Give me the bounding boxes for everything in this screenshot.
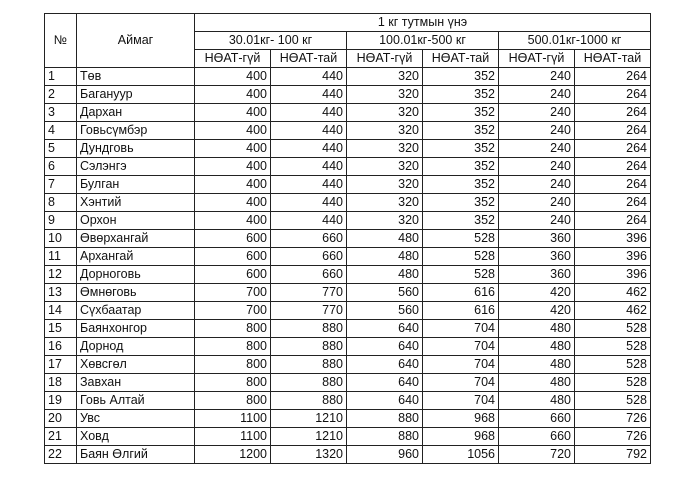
price-cell: 264 bbox=[575, 122, 651, 140]
price-cell: 264 bbox=[575, 176, 651, 194]
price-cell: 400 bbox=[195, 176, 271, 194]
aimag-name: Дархан bbox=[77, 104, 195, 122]
price-cell: 440 bbox=[271, 194, 347, 212]
table-row bbox=[45, 86, 651, 104]
price-cell: 240 bbox=[499, 194, 575, 212]
aimag-name: Ховд bbox=[77, 428, 195, 446]
price-cell: 240 bbox=[499, 158, 575, 176]
table-row bbox=[45, 428, 651, 446]
price-cell: 320 bbox=[347, 104, 423, 122]
price-cell: 720 bbox=[499, 446, 575, 464]
price-cell: 704 bbox=[423, 356, 499, 374]
row-number: 6 bbox=[45, 158, 77, 176]
row-number: 13 bbox=[45, 284, 77, 302]
price-cell: 704 bbox=[423, 374, 499, 392]
price-cell: 480 bbox=[499, 356, 575, 374]
price-cell: 240 bbox=[499, 68, 575, 86]
price-cell: 770 bbox=[271, 302, 347, 320]
price-cell: 320 bbox=[347, 68, 423, 86]
price-cell: 264 bbox=[575, 68, 651, 86]
price-cell: 528 bbox=[575, 338, 651, 356]
price-cell: 792 bbox=[575, 446, 651, 464]
price-cell: 660 bbox=[499, 428, 575, 446]
price-cell: 360 bbox=[499, 230, 575, 248]
header-vat-excl: НӨАТ-гүй bbox=[347, 50, 423, 68]
price-cell: 1200 bbox=[195, 446, 271, 464]
price-cell: 528 bbox=[423, 266, 499, 284]
row-number: 10 bbox=[45, 230, 77, 248]
row-number: 22 bbox=[45, 446, 77, 464]
row-number: 19 bbox=[45, 392, 77, 410]
price-cell: 880 bbox=[271, 392, 347, 410]
price-cell: 960 bbox=[347, 446, 423, 464]
aimag-name: Төв bbox=[77, 68, 195, 86]
price-cell: 320 bbox=[347, 140, 423, 158]
table-header bbox=[45, 14, 651, 68]
price-cell: 264 bbox=[575, 194, 651, 212]
aimag-name: Дорноговь bbox=[77, 266, 195, 284]
row-number: 17 bbox=[45, 356, 77, 374]
aimag-name: Сүхбаатар bbox=[77, 302, 195, 320]
price-cell: 616 bbox=[423, 284, 499, 302]
price-cell: 616 bbox=[423, 302, 499, 320]
header-range-1: 30.01кг- 100 кг bbox=[195, 32, 347, 50]
price-cell: 480 bbox=[499, 392, 575, 410]
row-number: 9 bbox=[45, 212, 77, 230]
price-cell: 480 bbox=[347, 230, 423, 248]
price-cell: 396 bbox=[575, 230, 651, 248]
price-cell: 968 bbox=[423, 410, 499, 428]
header-vat-excl: НӨАТ-гүй bbox=[195, 50, 271, 68]
price-cell: 352 bbox=[423, 104, 499, 122]
price-cell: 1100 bbox=[195, 410, 271, 428]
price-cell: 600 bbox=[195, 230, 271, 248]
table-row bbox=[45, 104, 651, 122]
table-body bbox=[45, 68, 651, 464]
price-cell: 480 bbox=[347, 266, 423, 284]
price-cell: 528 bbox=[575, 356, 651, 374]
price-cell: 264 bbox=[575, 158, 651, 176]
price-cell: 420 bbox=[499, 284, 575, 302]
price-cell: 660 bbox=[271, 266, 347, 284]
price-cell: 462 bbox=[575, 302, 651, 320]
row-number: 21 bbox=[45, 428, 77, 446]
price-cell: 440 bbox=[271, 104, 347, 122]
row-number: 1 bbox=[45, 68, 77, 86]
price-cell: 700 bbox=[195, 284, 271, 302]
price-cell: 462 bbox=[575, 284, 651, 302]
price-cell: 770 bbox=[271, 284, 347, 302]
price-cell: 352 bbox=[423, 68, 499, 86]
price-cell: 400 bbox=[195, 68, 271, 86]
row-number: 5 bbox=[45, 140, 77, 158]
aimag-name: Өмнөговь bbox=[77, 284, 195, 302]
price-cell: 352 bbox=[423, 140, 499, 158]
price-cell: 640 bbox=[347, 356, 423, 374]
price-cell: 420 bbox=[499, 302, 575, 320]
price-cell: 704 bbox=[423, 338, 499, 356]
price-cell: 726 bbox=[575, 428, 651, 446]
row-number: 15 bbox=[45, 320, 77, 338]
price-cell: 400 bbox=[195, 212, 271, 230]
price-cell: 264 bbox=[575, 140, 651, 158]
price-cell: 440 bbox=[271, 68, 347, 86]
row-number: 7 bbox=[45, 176, 77, 194]
header-vat-incl: НӨАТ-тай bbox=[423, 50, 499, 68]
price-cell: 640 bbox=[347, 338, 423, 356]
price-cell: 660 bbox=[271, 230, 347, 248]
table-row bbox=[45, 410, 651, 428]
price-cell: 320 bbox=[347, 194, 423, 212]
header-no: № bbox=[45, 14, 77, 68]
aimag-name: Баян Өлгий bbox=[77, 446, 195, 464]
price-cell: 264 bbox=[575, 104, 651, 122]
price-cell: 440 bbox=[271, 122, 347, 140]
price-cell: 320 bbox=[347, 212, 423, 230]
price-cell: 352 bbox=[423, 158, 499, 176]
aimag-name: Багануур bbox=[77, 86, 195, 104]
table-row bbox=[45, 212, 651, 230]
header-range-2: 100.01кг-500 кг bbox=[347, 32, 499, 50]
price-cell: 440 bbox=[271, 158, 347, 176]
price-cell: 400 bbox=[195, 104, 271, 122]
table-row bbox=[45, 140, 651, 158]
price-cell: 800 bbox=[195, 356, 271, 374]
table-row bbox=[45, 338, 651, 356]
price-cell: 352 bbox=[423, 194, 499, 212]
price-cell: 1320 bbox=[271, 446, 347, 464]
price-cell: 600 bbox=[195, 266, 271, 284]
price-cell: 400 bbox=[195, 140, 271, 158]
price-cell: 560 bbox=[347, 302, 423, 320]
price-cell: 240 bbox=[499, 104, 575, 122]
row-number: 8 bbox=[45, 194, 77, 212]
aimag-name: Булган bbox=[77, 176, 195, 194]
price-cell: 320 bbox=[347, 122, 423, 140]
price-cell: 320 bbox=[347, 176, 423, 194]
price-cell: 726 bbox=[575, 410, 651, 428]
price-cell: 240 bbox=[499, 212, 575, 230]
price-cell: 440 bbox=[271, 212, 347, 230]
price-cell: 1210 bbox=[271, 428, 347, 446]
price-cell: 880 bbox=[271, 356, 347, 374]
aimag-name: Дундговь bbox=[77, 140, 195, 158]
price-cell: 360 bbox=[499, 266, 575, 284]
price-cell: 1100 bbox=[195, 428, 271, 446]
table-row bbox=[45, 356, 651, 374]
price-cell: 352 bbox=[423, 212, 499, 230]
price-cell: 240 bbox=[499, 122, 575, 140]
price-cell: 360 bbox=[499, 248, 575, 266]
aimag-name: Завхан bbox=[77, 374, 195, 392]
table-row bbox=[45, 68, 651, 86]
price-cell: 800 bbox=[195, 392, 271, 410]
price-cell: 800 bbox=[195, 338, 271, 356]
row-number: 11 bbox=[45, 248, 77, 266]
aimag-name: Баянхонгор bbox=[77, 320, 195, 338]
price-cell: 968 bbox=[423, 428, 499, 446]
price-cell: 560 bbox=[347, 284, 423, 302]
price-cell: 400 bbox=[195, 158, 271, 176]
price-cell: 528 bbox=[423, 248, 499, 266]
price-cell: 528 bbox=[575, 392, 651, 410]
price-cell: 660 bbox=[499, 410, 575, 428]
price-cell: 700 bbox=[195, 302, 271, 320]
price-cell: 880 bbox=[271, 320, 347, 338]
table-row bbox=[45, 446, 651, 464]
price-cell: 440 bbox=[271, 176, 347, 194]
table-row bbox=[45, 194, 651, 212]
price-cell: 880 bbox=[347, 410, 423, 428]
row-number: 20 bbox=[45, 410, 77, 428]
price-cell: 320 bbox=[347, 86, 423, 104]
row-number: 12 bbox=[45, 266, 77, 284]
price-cell: 800 bbox=[195, 320, 271, 338]
price-cell: 440 bbox=[271, 86, 347, 104]
header-vat-excl: НӨАТ-гүй bbox=[499, 50, 575, 68]
header-range-3: 500.01кг-1000 кг bbox=[499, 32, 651, 50]
price-cell: 660 bbox=[271, 248, 347, 266]
aimag-name: Говь Алтай bbox=[77, 392, 195, 410]
price-cell: 640 bbox=[347, 392, 423, 410]
price-cell: 264 bbox=[575, 86, 651, 104]
price-table bbox=[44, 13, 651, 464]
price-cell: 640 bbox=[347, 374, 423, 392]
price-cell: 396 bbox=[575, 248, 651, 266]
price-cell: 352 bbox=[423, 176, 499, 194]
table-row bbox=[45, 284, 651, 302]
row-number: 4 bbox=[45, 122, 77, 140]
price-cell: 480 bbox=[499, 374, 575, 392]
price-cell: 264 bbox=[575, 212, 651, 230]
row-number: 16 bbox=[45, 338, 77, 356]
aimag-name: Өвөрхангай bbox=[77, 230, 195, 248]
price-cell: 528 bbox=[575, 374, 651, 392]
price-cell: 880 bbox=[347, 428, 423, 446]
aimag-name: Дорнод bbox=[77, 338, 195, 356]
table-row bbox=[45, 122, 651, 140]
row-number: 18 bbox=[45, 374, 77, 392]
row-number: 3 bbox=[45, 104, 77, 122]
price-cell: 400 bbox=[195, 86, 271, 104]
table-row bbox=[45, 302, 651, 320]
aimag-name: Увс bbox=[77, 410, 195, 428]
header-vat-incl: НӨАТ-тай bbox=[271, 50, 347, 68]
price-cell: 800 bbox=[195, 374, 271, 392]
table-row bbox=[45, 320, 651, 338]
price-cell: 880 bbox=[271, 374, 347, 392]
price-cell: 400 bbox=[195, 194, 271, 212]
header-price-group: 1 кг тутмын үнэ bbox=[195, 14, 651, 32]
price-cell: 240 bbox=[499, 176, 575, 194]
table-row bbox=[45, 392, 651, 410]
table-row bbox=[45, 176, 651, 194]
price-cell: 704 bbox=[423, 392, 499, 410]
price-cell: 1210 bbox=[271, 410, 347, 428]
price-cell: 704 bbox=[423, 320, 499, 338]
price-cell: 352 bbox=[423, 86, 499, 104]
row-number: 14 bbox=[45, 302, 77, 320]
price-cell: 528 bbox=[423, 230, 499, 248]
price-cell: 480 bbox=[499, 338, 575, 356]
header-vat-incl: НӨАТ-тай bbox=[575, 50, 651, 68]
price-cell: 240 bbox=[499, 86, 575, 104]
aimag-name: Хөвсгөл bbox=[77, 356, 195, 374]
price-cell: 880 bbox=[271, 338, 347, 356]
header-aimag: Аймаг bbox=[77, 14, 195, 68]
table-row bbox=[45, 230, 651, 248]
price-cell: 400 bbox=[195, 122, 271, 140]
aimag-name: Архангай bbox=[77, 248, 195, 266]
table-row bbox=[45, 374, 651, 392]
aimag-name: Говьсүмбэр bbox=[77, 122, 195, 140]
row-number: 2 bbox=[45, 86, 77, 104]
aimag-name: Хэнтий bbox=[77, 194, 195, 212]
price-cell: 480 bbox=[347, 248, 423, 266]
table-row bbox=[45, 158, 651, 176]
price-cell: 1056 bbox=[423, 446, 499, 464]
table-row bbox=[45, 248, 651, 266]
table-row bbox=[45, 266, 651, 284]
price-cell: 480 bbox=[499, 320, 575, 338]
price-cell: 600 bbox=[195, 248, 271, 266]
price-cell: 320 bbox=[347, 158, 423, 176]
price-cell: 352 bbox=[423, 122, 499, 140]
price-cell: 240 bbox=[499, 140, 575, 158]
price-cell: 440 bbox=[271, 140, 347, 158]
price-cell: 528 bbox=[575, 320, 651, 338]
price-cell: 640 bbox=[347, 320, 423, 338]
aimag-name: Сэлэнгэ bbox=[77, 158, 195, 176]
price-cell: 396 bbox=[575, 266, 651, 284]
aimag-name: Орхон bbox=[77, 212, 195, 230]
